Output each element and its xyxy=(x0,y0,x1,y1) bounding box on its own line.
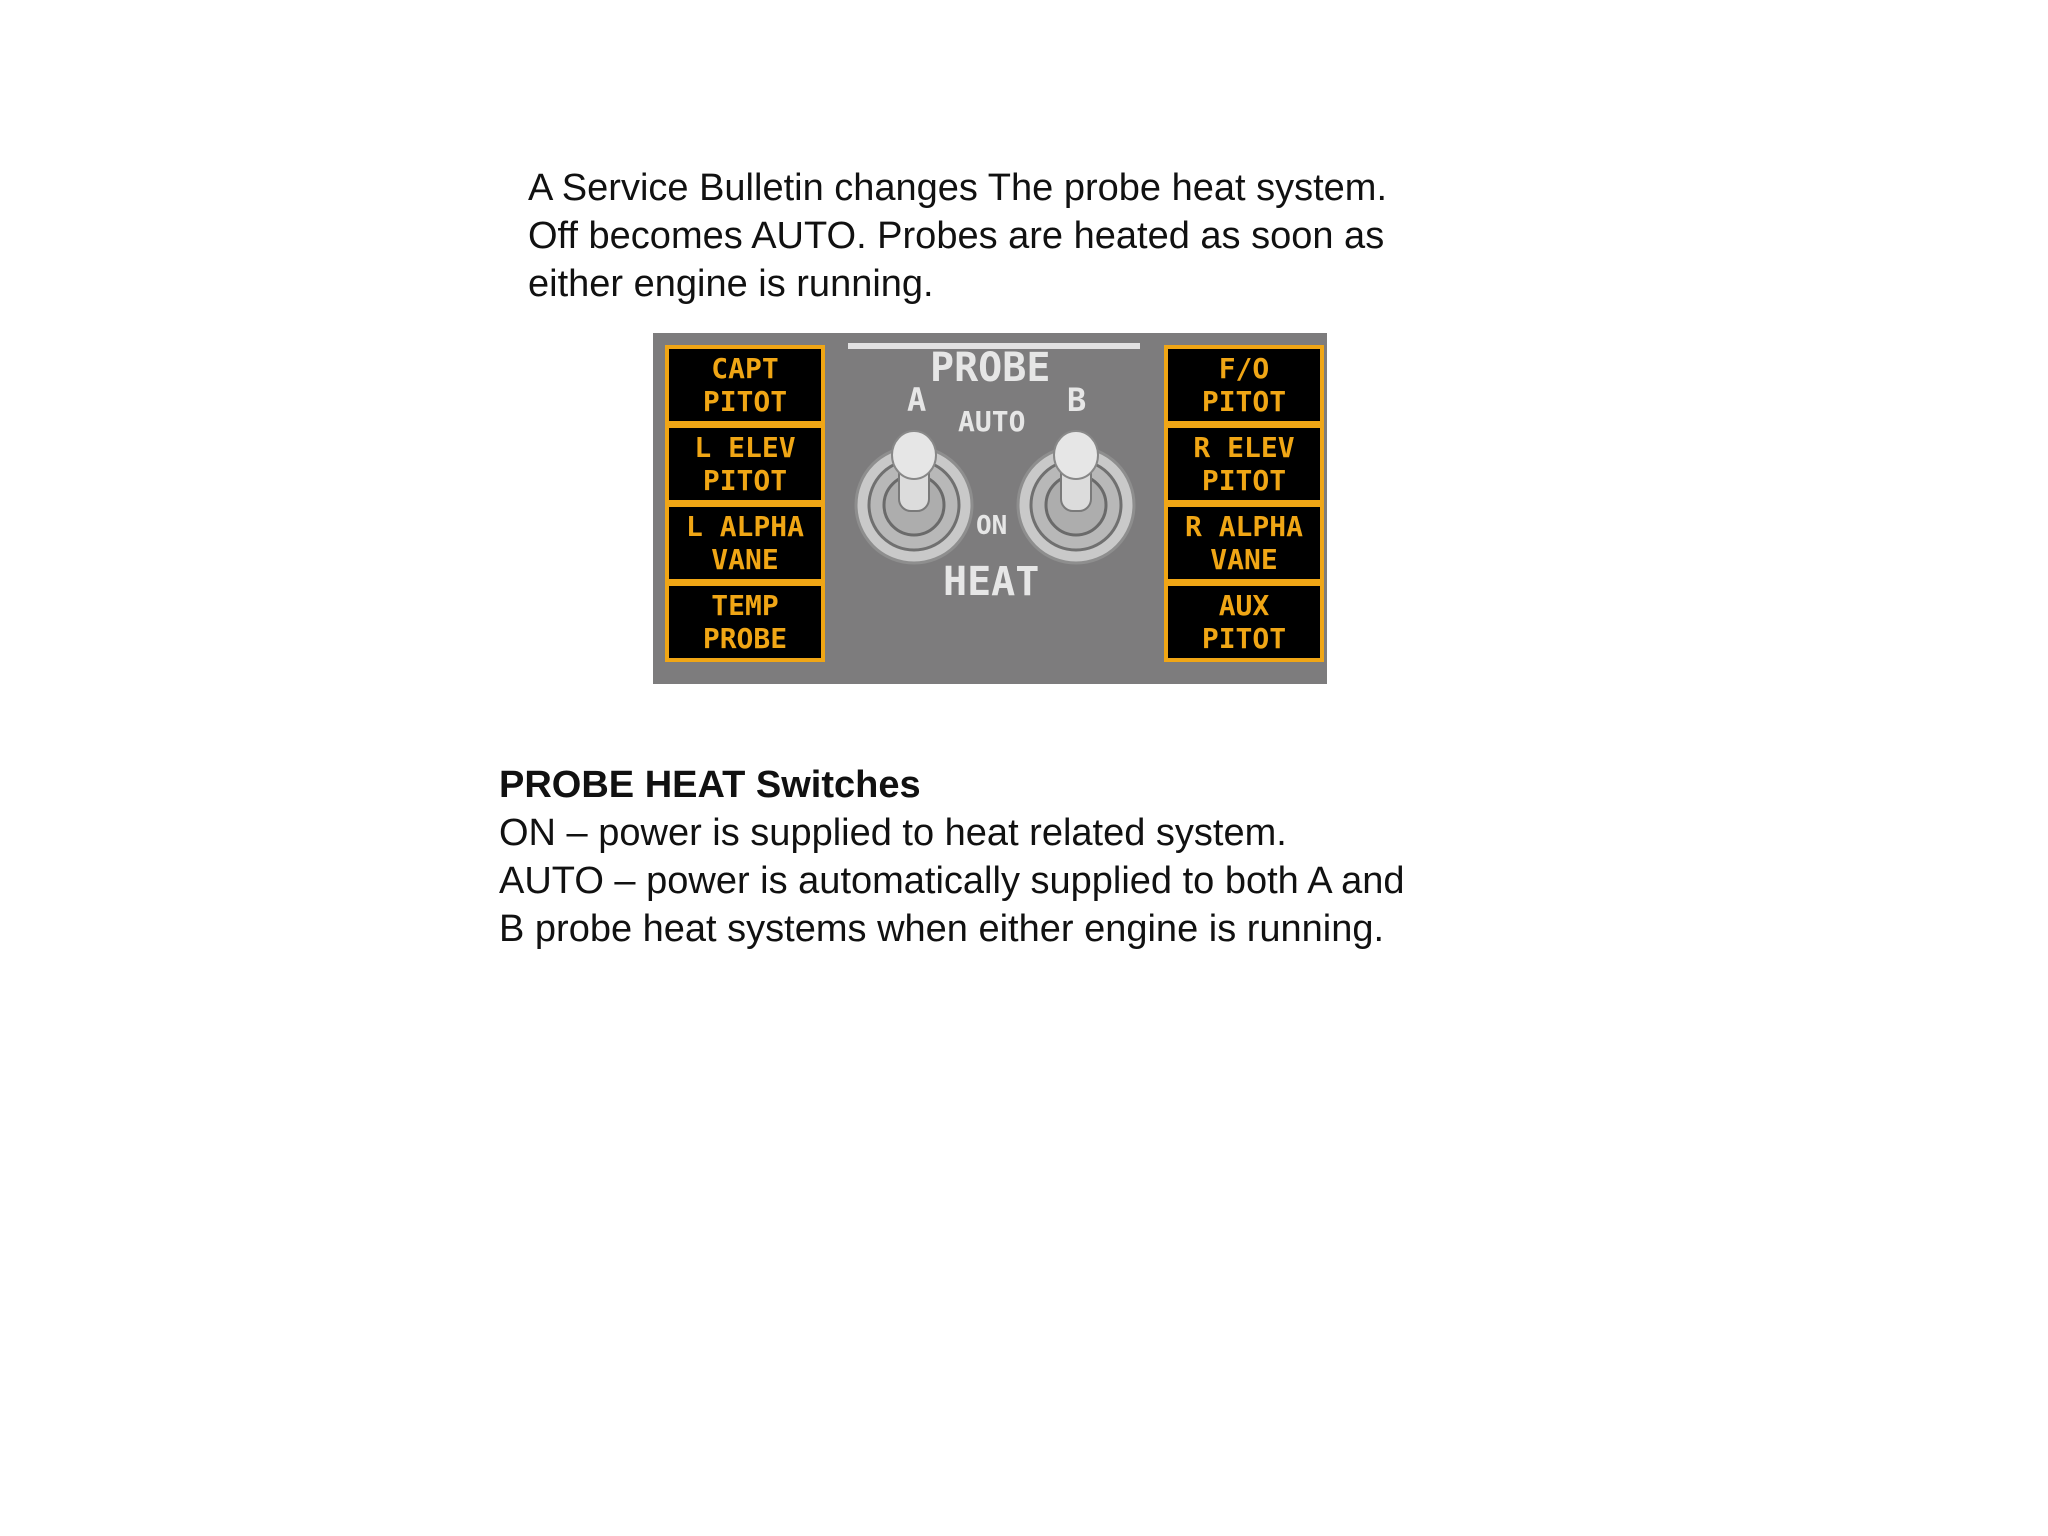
light-line: PITOT xyxy=(1201,464,1287,497)
light-line: PITOT xyxy=(1201,385,1287,418)
light-line: R ELEV xyxy=(1193,431,1295,464)
switch-b[interactable] xyxy=(1018,431,1134,563)
switch-b-label: B xyxy=(1067,381,1087,419)
description-title: PROBE HEAT Switches xyxy=(499,764,921,806)
auto-position-label: AUTO xyxy=(958,405,1026,438)
light-line: PITOT xyxy=(702,464,788,497)
description-line: AUTO – power is automatically supplied to both A and xyxy=(499,860,1405,902)
heat-label: HEAT xyxy=(943,559,1040,605)
light-line: L ALPHA xyxy=(685,510,804,543)
intro-line: either engine is running. xyxy=(528,263,934,305)
intro-text xyxy=(528,164,1488,308)
light-line: F/O xyxy=(1218,352,1270,385)
on-position-label: ON xyxy=(976,511,1008,541)
light-line: VANE xyxy=(711,543,779,576)
intro-line: A Service Bulletin changes The probe heat system. xyxy=(528,167,1388,209)
light-line: R ALPHA xyxy=(1184,510,1303,543)
light-line: CAPT xyxy=(711,352,779,385)
light-line: PITOT xyxy=(702,385,788,418)
light-line: L ELEV xyxy=(694,431,796,464)
intro-line: Off becomes AUTO. Probes are heated as soon as xyxy=(528,215,1385,257)
switch-a-label: A xyxy=(907,381,927,419)
probe-label: PROBE xyxy=(930,345,1051,391)
description-text xyxy=(499,761,1499,953)
light-line: TEMP xyxy=(711,589,779,622)
light-line: AUX xyxy=(1218,589,1270,622)
description-line: B probe heat systems when either engine is running. xyxy=(499,908,1385,950)
light-line: PROBE xyxy=(702,622,788,655)
switch-a[interactable] xyxy=(856,431,972,563)
description-line: ON – power is supplied to heat related system. xyxy=(499,812,1287,854)
probe-heat-panel xyxy=(653,333,1327,684)
light-line: VANE xyxy=(1210,543,1278,576)
light-line: PITOT xyxy=(1201,622,1287,655)
